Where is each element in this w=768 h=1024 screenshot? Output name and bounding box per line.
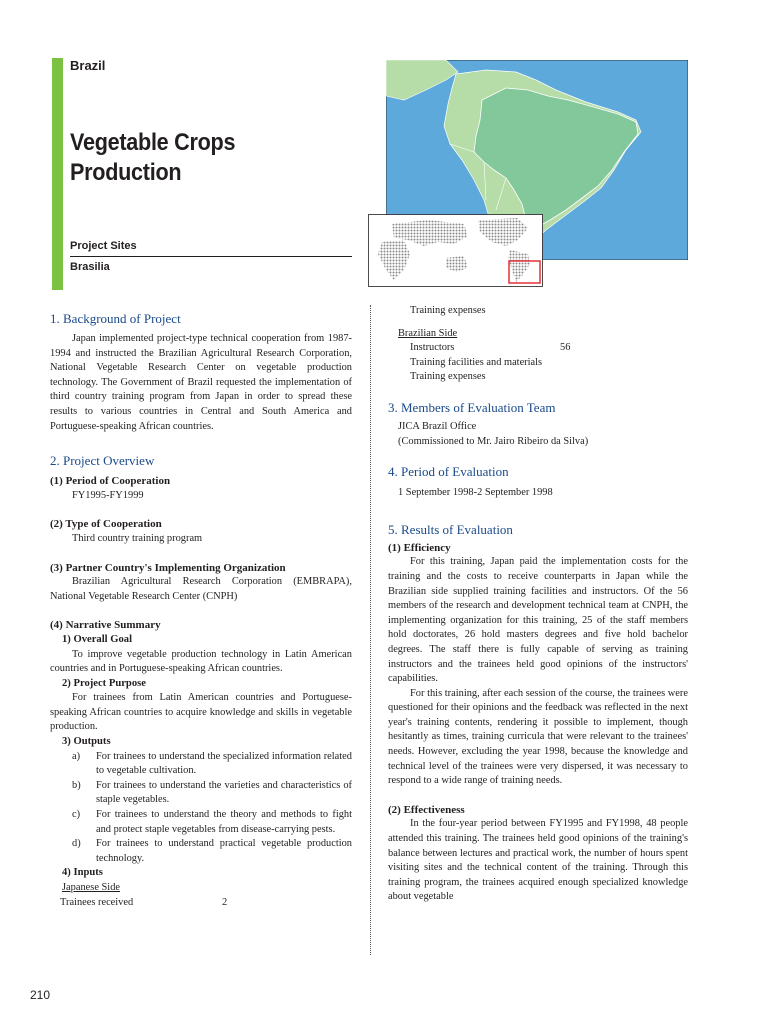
column-divider	[370, 305, 371, 955]
paragraph: For trainees from Latin American countries and Portuguese-speaking African countries to acquire knowledge and skills in vegetable production.	[50, 692, 352, 733]
subheading: (4) Narrative Summary	[50, 619, 161, 632]
list-item: d) For trainees to understand practical vegetable production technology.	[72, 838, 352, 864]
list-item: Training expenses	[410, 305, 486, 316]
page-title	[70, 128, 235, 188]
list-item: Training expenses	[410, 371, 486, 383]
right-column	[388, 304, 688, 905]
table-row: Trainees received 2	[60, 896, 228, 908]
subheading: 3) Outputs	[62, 736, 111, 748]
table-row: Instructors 56	[410, 342, 571, 354]
paragraph: For this training, after each session of the course, the trainees were questioned for their opinions and the feedback was reflected in the next year's training contents, rendering it possible to implement, though hesitantly as times, training curricula that were relevant to the trainees' needs. However, excluding the year 1998, because the knowledge and technical level of the trainees were very dispersed, it was necessary to respond to a wide range of training needs.	[388, 687, 688, 787]
page-number: 210	[30, 988, 51, 1002]
label: Japanese Side	[62, 882, 120, 893]
world-map-inset	[368, 214, 543, 287]
divider	[70, 256, 352, 257]
list-item: Training facilities and materials	[410, 356, 543, 368]
section-heading: 5. Results of Evaluation	[388, 521, 513, 537]
paragraph: Brazilian Agricultural Research Corporation (EMBRAPA), National Vegetable Research Center (CNPH)	[50, 576, 352, 602]
title-line-1: Vegetable Crops	[70, 129, 236, 156]
list-item: a) For trainees to understand the specialized information related to vegetable cultivation.	[72, 750, 352, 777]
title-line-2: Production	[70, 159, 182, 186]
accent-bar	[52, 58, 63, 290]
paragraph: For this training, Japan paid the implementation costs for the training and the costs to receive counterparts in Japan while the Brazilian side supplied training facilities and instructors. Of the 56 members of the research and development technical team at CNPH, the implementing organization for this training, 25 of the staff members hold doctorates, 26 hold masters degrees and five hold bachelor degrees. The staff there is fully capable of serving as training instructors and the trainees held good opinions of the instructors' capabilities.	[388, 556, 688, 685]
subheading: 4) Inputs	[62, 867, 103, 879]
subheading: (3) Partner Country's Implementing Organization	[50, 561, 286, 574]
paragraph: FY1995-FY1999	[72, 489, 144, 501]
subheading: (1) Period of Cooperation	[50, 475, 171, 488]
section-heading: 3. Members of Evaluation Team	[388, 399, 556, 415]
paragraph: In the four-year period between FY1995 and FY1998, 48 people attended this training. The trainees held good opinions of the training's balance between lectures and practical work, the number of hours spent visiting sites and the technical content of the training. Through this training program, the trainees acquired enough specialized knowledge about vegetable	[388, 818, 688, 903]
paragraph: 1 September 1998-2 September 1998	[398, 487, 553, 499]
left-column	[50, 310, 352, 910]
paragraph: (Commissioned to Mr. Jairo Ribeiro da Silva)	[398, 435, 589, 447]
project-sites-label: Project Sites	[70, 240, 137, 252]
list-item: b) For trainees to understand the varieties and characteristics of staple vegetables.	[72, 779, 352, 806]
subheading: 2) Project Purpose	[62, 677, 146, 689]
section-heading: 2. Project Overview	[50, 453, 155, 469]
label: Brazilian Side	[398, 327, 458, 339]
project-sites-value: Brasilia	[70, 261, 110, 273]
subheading: (1) Efficiency	[388, 541, 451, 554]
section-heading: 1. Background of Project	[50, 311, 181, 326]
paragraph: Third country training program	[72, 532, 203, 544]
paragraph: JICA Brazil Office	[398, 420, 477, 432]
paragraph: To improve vegetable production technology in Latin American countries and in Portuguese-speaking African countries.	[50, 648, 352, 675]
paragraph: Japan implemented project-type technical cooperation from 1987-1994 and instructed the Brazilian Agricultural Research Corporation, National Vegetable Research Center on vegetable production technology. The Government of Brazil requested the implementation of third country training program from Japan in order to spread these results to various countries in Central and South America and Portuguese-speaking African countries.	[50, 333, 352, 432]
subheading: (2) Type of Cooperation	[50, 518, 162, 531]
subheading: (2) Effectiveness	[388, 803, 465, 816]
list-item: c) For trainees to understand the theory and methods to fight and protect staple vegetables from disease-carrying pests.	[72, 809, 352, 835]
section-heading: 4. Period of Evaluation	[388, 464, 509, 480]
country-label: Brazil	[70, 58, 106, 73]
subheading: 1) Overall Goal	[62, 633, 133, 645]
